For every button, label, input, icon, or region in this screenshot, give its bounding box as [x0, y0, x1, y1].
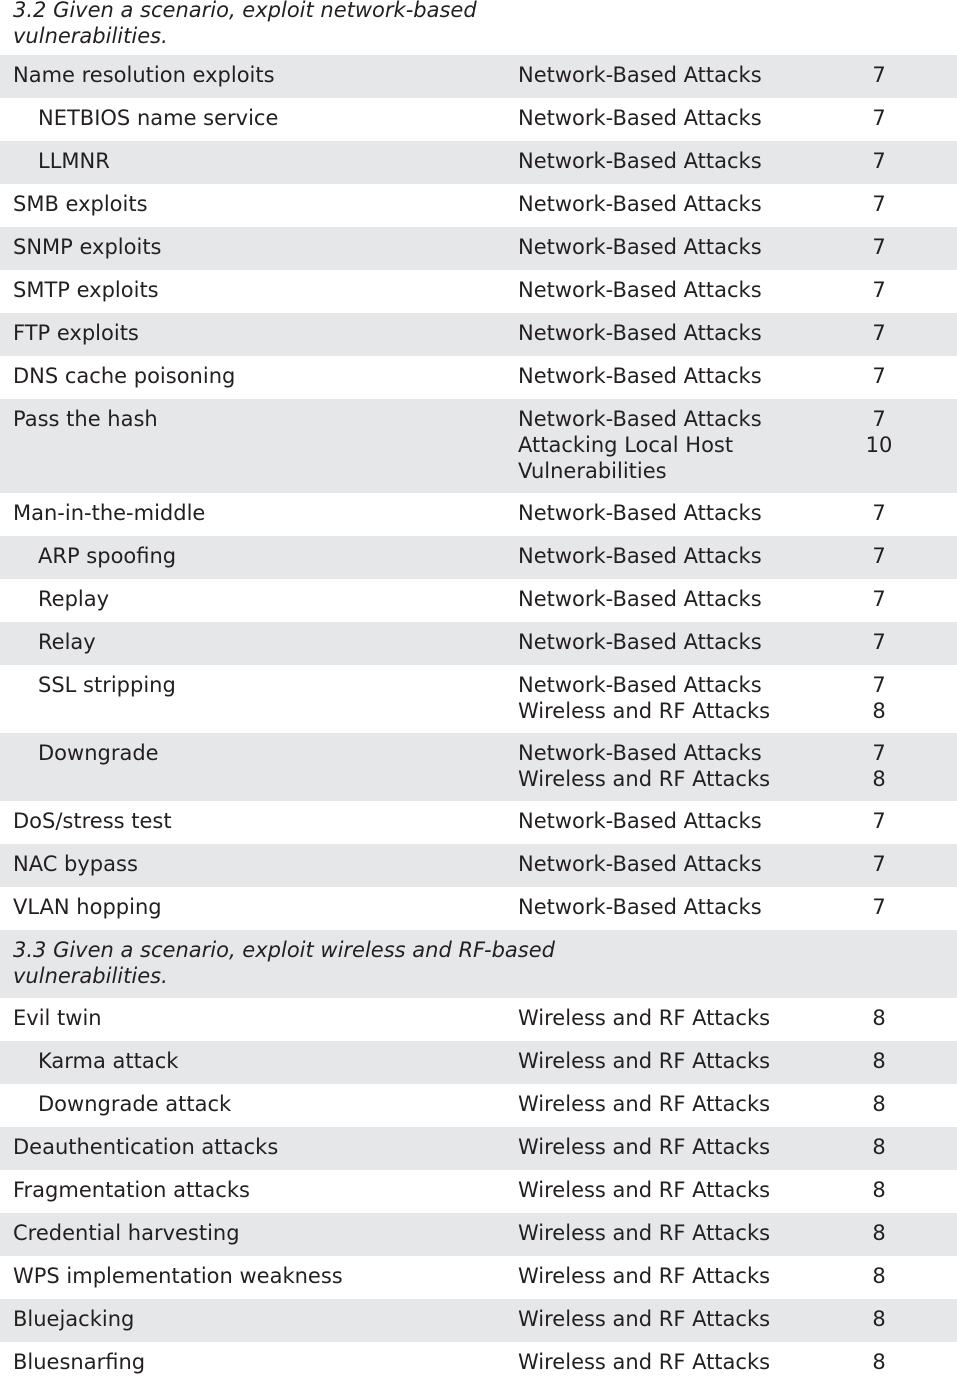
chapter-title: Network-Based Attacks — [518, 544, 762, 568]
chapter-cell — [518, 1048, 838, 1074]
chapter-cell — [518, 851, 838, 877]
chapter-number-cell — [848, 1306, 910, 1332]
chapter-number-cell — [848, 1134, 910, 1160]
objective-cell: SMTP exploits — [13, 278, 159, 302]
chapter-number: 7 — [872, 63, 886, 87]
chapter-cell — [518, 1263, 838, 1289]
table-row — [0, 801, 957, 844]
objective-cell: Bluejacking — [13, 1307, 135, 1331]
chapter-title: Wireless and RF Attacks — [518, 1307, 771, 1331]
chapter-title: Network-Based Attacks — [518, 235, 762, 259]
chapter-title: Vulnerabilities — [518, 459, 667, 483]
table-row — [0, 844, 957, 887]
chapter-number-cell — [848, 894, 910, 920]
objective-cell: DNS cache poisoning — [13, 364, 236, 388]
chapter-number: 8 — [872, 1307, 886, 1331]
chapter-cell — [518, 191, 838, 217]
chapter-title: Network-Based Attacks — [518, 278, 762, 302]
table-row — [0, 313, 957, 356]
chapter-number-cell — [848, 808, 910, 834]
chapter-number: 8 — [872, 1049, 886, 1073]
chapter-number: 8 — [872, 1006, 886, 1030]
table-row — [0, 356, 957, 399]
chapter-number: 8 — [872, 1135, 886, 1159]
table-row — [0, 270, 957, 313]
chapter-number-cell — [848, 1263, 910, 1289]
chapter-title: Network-Based Attacks — [518, 673, 762, 697]
objective-heading-line: vulnerabilities. — [13, 24, 168, 48]
chapter-title: Network-Based Attacks — [518, 852, 762, 876]
chapter-cell — [518, 894, 838, 920]
chapter-number: 7 — [872, 235, 886, 259]
table-row — [0, 1256, 957, 1299]
chapter-number: 8 — [872, 1178, 886, 1202]
table-row — [0, 55, 957, 98]
chapter-number-cell — [848, 363, 910, 389]
chapter-cell — [518, 808, 838, 834]
objective-cell: SSL stripping — [38, 673, 176, 697]
objective-cell: SMB exploits — [13, 192, 148, 216]
chapter-number-cell — [848, 586, 910, 612]
objective-cell: LLMNR — [38, 149, 110, 173]
chapter-number-cell — [848, 740, 910, 792]
chapter-number-cell — [848, 234, 910, 260]
chapter-number: 7 — [872, 852, 886, 876]
chapter-cell — [518, 586, 838, 612]
chapter-number: 8 — [872, 767, 886, 791]
table-row — [0, 1170, 957, 1213]
chapter-number-cell — [848, 105, 910, 131]
chapter-title: Network-Based Attacks — [518, 587, 762, 611]
chapter-title: Wireless and RF Attacks — [518, 699, 771, 723]
chapter-cell — [518, 1220, 838, 1246]
objective-cell: DoS/stress test — [13, 809, 172, 833]
chapter-title: Network-Based Attacks — [518, 630, 762, 654]
table-row — [0, 1299, 957, 1342]
chapter-number-cell — [848, 672, 910, 724]
chapter-title: Network-Based Attacks — [518, 321, 762, 345]
chapter-number-cell — [848, 191, 910, 217]
objective-heading-line: 3.2 Given a scenario, exploit network-based — [13, 0, 477, 22]
chapter-cell — [518, 406, 838, 484]
table-row — [0, 1342, 957, 1381]
objective-cell: Deauthentication attacks — [13, 1135, 279, 1159]
chapter-number: 7 — [872, 741, 886, 765]
table-row — [0, 1127, 957, 1170]
objective-cell: Downgrade attack — [38, 1092, 232, 1116]
table-row — [0, 399, 957, 493]
chapter-title: Attacking Local Host — [518, 433, 734, 457]
chapter-title: Wireless and RF Attacks — [518, 767, 771, 791]
chapter-number-cell — [848, 500, 910, 526]
chapter-number: 7 — [872, 544, 886, 568]
table-row — [0, 493, 957, 536]
objective-cell: NETBIOS name service — [38, 106, 279, 130]
chapter-title: Network-Based Attacks — [518, 809, 762, 833]
chapter-number-cell — [848, 1091, 910, 1117]
chapter-number: 7 — [872, 106, 886, 130]
chapter-title: Network-Based Attacks — [518, 149, 762, 173]
chapter-number-cell — [848, 1349, 910, 1375]
chapter-number: 10 — [865, 433, 893, 457]
chapter-title: Network-Based Attacks — [518, 106, 762, 130]
objective-cell: Replay — [38, 587, 110, 611]
chapter-title: Wireless and RF Attacks — [518, 1264, 771, 1288]
chapter-number: 7 — [872, 149, 886, 173]
table-row — [0, 887, 957, 930]
chapter-number: 7 — [872, 895, 886, 919]
objective-cell: WPS implementation weakness — [13, 1264, 343, 1288]
chapter-number: 8 — [872, 1092, 886, 1116]
chapter-number — [848, 458, 910, 484]
table-row — [0, 733, 957, 801]
chapter-title: Wireless and RF Attacks — [518, 1135, 771, 1159]
chapter-number: 8 — [872, 1264, 886, 1288]
table-row — [0, 579, 957, 622]
chapter-cell — [518, 740, 838, 792]
chapter-number: 7 — [872, 407, 886, 431]
objective-cell: Evil twin — [13, 1006, 102, 1030]
chapter-title: Network-Based Attacks — [518, 407, 762, 431]
objective-heading — [13, 937, 555, 989]
objective-cell: Karma attack — [38, 1049, 179, 1073]
table-row — [0, 98, 957, 141]
chapter-number-cell — [848, 277, 910, 303]
objective-cell: ARP spoofing — [38, 544, 177, 568]
table-row — [0, 1041, 957, 1084]
objective-cell: Fragmentation attacks — [13, 1178, 250, 1202]
chapter-cell — [518, 277, 838, 303]
chapter-number-cell — [848, 1048, 910, 1074]
table-row — [0, 622, 957, 665]
chapter-number: 7 — [872, 278, 886, 302]
table-row — [0, 1084, 957, 1127]
chapter-cell — [518, 320, 838, 346]
chapter-cell — [518, 1177, 838, 1203]
objective-cell: NAC bypass — [13, 852, 138, 876]
chapter-number: 7 — [872, 192, 886, 216]
chapter-title: Wireless and RF Attacks — [518, 1006, 771, 1030]
chapter-title: Network-Based Attacks — [518, 895, 762, 919]
objective-cell: Credential harvesting — [13, 1221, 240, 1245]
chapter-number: 7 — [872, 587, 886, 611]
chapter-title: Wireless and RF Attacks — [518, 1049, 771, 1073]
table-row — [0, 1213, 957, 1256]
objective-heading-row — [0, 930, 957, 998]
chapter-number: 7 — [872, 673, 886, 697]
table-row — [0, 227, 957, 270]
chapter-cell — [518, 1134, 838, 1160]
objective-cell: FTP exploits — [13, 321, 139, 345]
chapter-number: 7 — [872, 501, 886, 525]
objective-heading-line: 3.3 Given a scenario, exploit wireless and RF-based — [13, 938, 555, 962]
chapter-number-cell — [848, 1177, 910, 1203]
chapter-number-cell — [848, 148, 910, 174]
chapter-title: Network-Based Attacks — [518, 741, 762, 765]
objective-cell: Pass the hash — [13, 407, 158, 431]
chapter-number-cell — [848, 851, 910, 877]
chapter-title: Wireless and RF Attacks — [518, 1350, 771, 1374]
objective-cell: Downgrade — [38, 741, 159, 765]
chapter-number-cell — [848, 1220, 910, 1246]
table-row — [0, 665, 957, 733]
chapter-number: 7 — [872, 321, 886, 345]
table-row — [0, 998, 957, 1041]
chapter-cell — [518, 629, 838, 655]
table-row — [0, 536, 957, 579]
chapter-cell — [518, 148, 838, 174]
chapter-number: 8 — [872, 1221, 886, 1245]
chapter-number: 7 — [872, 809, 886, 833]
table-row — [0, 141, 957, 184]
chapter-cell — [518, 105, 838, 131]
chapter-cell — [518, 62, 838, 88]
table-row — [0, 184, 957, 227]
chapter-number-cell — [848, 1005, 910, 1031]
chapter-number: 7 — [872, 630, 886, 654]
objective-heading-line: vulnerabilities. — [13, 964, 168, 988]
chapter-number-cell — [848, 62, 910, 88]
chapter-cell — [518, 363, 838, 389]
chapter-title: Wireless and RF Attacks — [518, 1092, 771, 1116]
chapter-cell — [518, 1005, 838, 1031]
chapter-number: 7 — [872, 364, 886, 388]
chapter-cell — [518, 1091, 838, 1117]
chapter-cell — [518, 1306, 838, 1332]
objective-heading-row — [0, 0, 957, 55]
chapter-number: 8 — [872, 699, 886, 723]
objective-cell: Man-in-the-middle — [13, 501, 206, 525]
chapter-title: Wireless and RF Attacks — [518, 1178, 771, 1202]
chapter-number-cell — [848, 320, 910, 346]
objective-cell: VLAN hopping — [13, 895, 162, 919]
chapter-number-cell — [848, 629, 910, 655]
chapter-title: Network-Based Attacks — [518, 364, 762, 388]
chapter-title: Network-Based Attacks — [518, 501, 762, 525]
chapter-cell — [518, 672, 838, 724]
chapter-cell — [518, 1349, 838, 1375]
objective-cell: Name resolution exploits — [13, 63, 275, 87]
objective-cell: Bluesnarfing — [13, 1350, 146, 1374]
chapter-number: 8 — [872, 1350, 886, 1374]
chapter-cell — [518, 500, 838, 526]
chapter-number-cell — [848, 543, 910, 569]
chapter-cell — [518, 543, 838, 569]
chapter-title: Network-Based Attacks — [518, 192, 762, 216]
chapter-title: Network-Based Attacks — [518, 63, 762, 87]
objective-heading — [13, 0, 503, 49]
chapter-title: Wireless and RF Attacks — [518, 1221, 771, 1245]
objective-cell: SNMP exploits — [13, 235, 162, 259]
objective-cell: Relay — [38, 630, 96, 654]
chapter-cell — [518, 234, 838, 260]
chapter-number-cell — [848, 406, 910, 484]
